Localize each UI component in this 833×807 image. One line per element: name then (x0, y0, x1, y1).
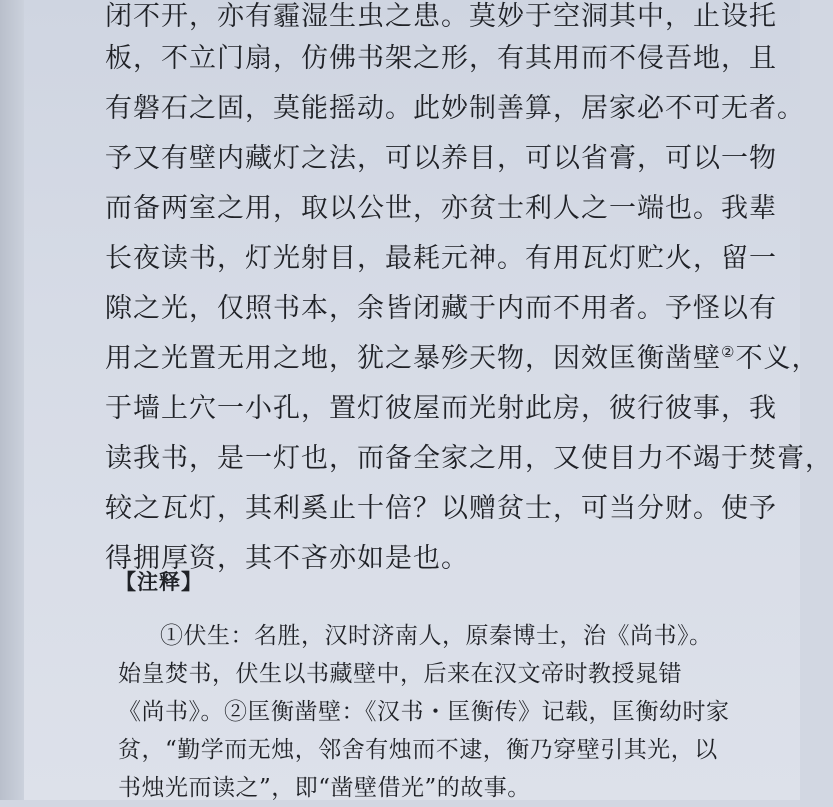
footnote-marker: ② (721, 343, 736, 361)
note-line: 《尚书》。②匡衡凿壁：《汉书・匡衡传》记载，匡衡幼时家 (118, 699, 730, 725)
text-line: 板，不立门扇，仿佛书架之形，有其用而不侵吾地，且 (105, 43, 777, 74)
text-line: 得拥厚资，其不吝亦如是也。 (105, 543, 469, 574)
note-line: 贫，“勤学而无烛，邻舍有烛而不逮，衡乃穿壁引其光，以 (118, 737, 718, 763)
page-gutter-shadow (0, 0, 24, 800)
text-line-with-footnote (105, 334, 820, 384)
main-text (105, 0, 833, 584)
text-line: 予又有壁内藏灯之法，可以养目，可以省膏，可以一物 (105, 143, 777, 174)
text-line: 长夜读书，灯光射目，最耗元神。有用瓦灯贮火，留一 (105, 243, 777, 274)
text-line: 而备两室之用，取以公世，亦贫士利人之一端也。我辈 (105, 193, 777, 224)
notes-section (118, 617, 738, 807)
note-line: ①伏生：名胜，汉时济南人，原秦博士，治《尚书》。 (160, 623, 713, 649)
text-line: 隙之光，仅照书本，余皆闭藏于内而不用者。予怪以有 (105, 293, 777, 324)
text-line: 有磐石之固，莫能摇动。此妙制善算，居家必不可无者。 (105, 93, 805, 124)
text-line: 于墙上穴一小孔，置灯彼屋而光射此房，彼行彼事，我 (105, 393, 777, 424)
text-line: 闭不开，亦有霾湿生虫之患。莫妙于空洞其中，止设托 (105, 1, 777, 32)
note-line: 始皇焚书，伏生以书藏壁中，后来在汉文帝时教授晁错 (118, 661, 682, 687)
text-line: 读我书，是一灯也，而备全家之用，又使目力不竭于焚膏， (105, 443, 833, 474)
note-line: 书烛光而读之”，即“凿壁借光”的故事。 (118, 775, 531, 801)
text-line-part: 用之光置无用之地，犹之暴殄天物，因效匡衡凿壁 (105, 343, 721, 374)
text-line: 较之瓦灯，其利奚止十倍？以赠贫士，可当分财。使予 (105, 493, 777, 524)
notes-heading: 【注释】 (115, 570, 203, 594)
text-line-part: 不义， (735, 343, 820, 374)
